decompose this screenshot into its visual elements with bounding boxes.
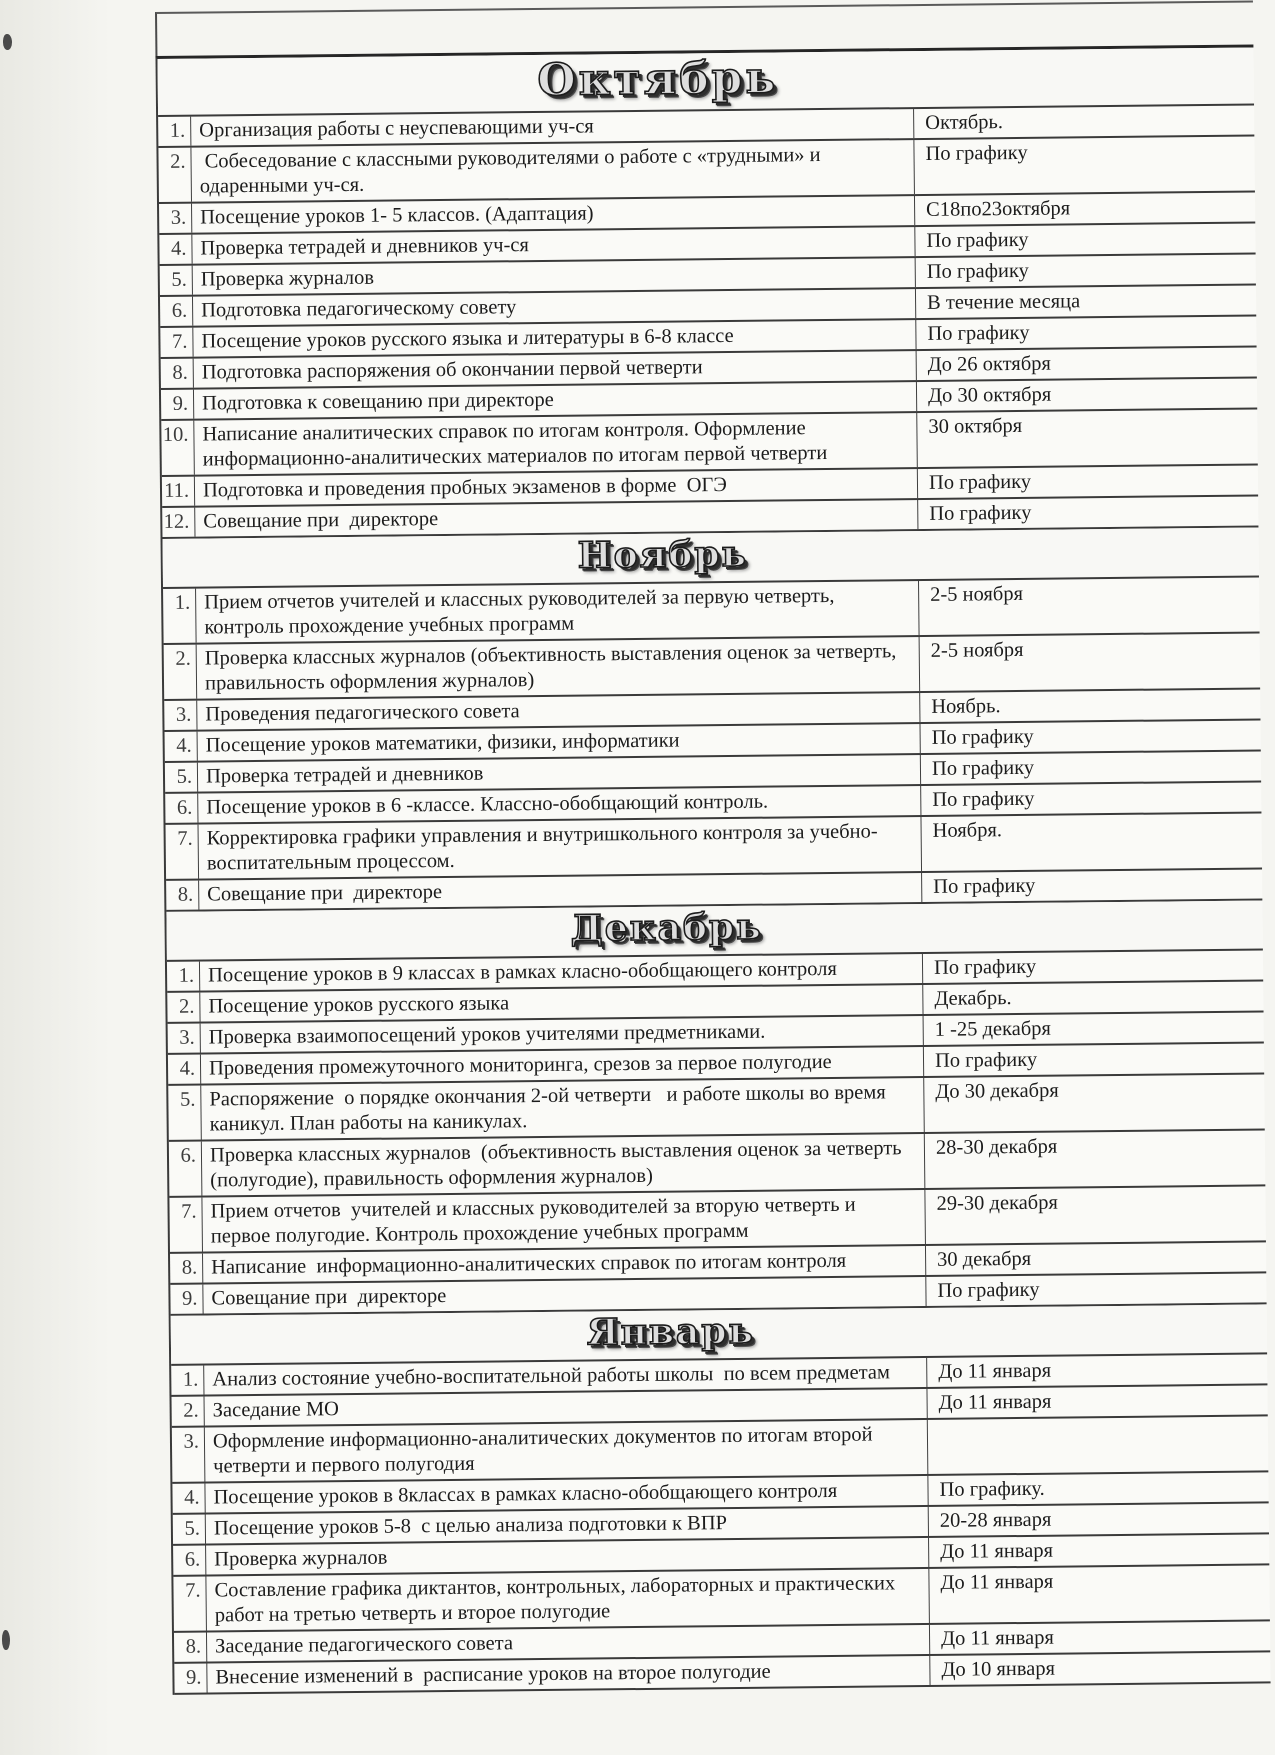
- task-text: Составление графика диктантов, контрольных, лабораторных и практических работ на третью четверть и второе полугодие: [214, 1571, 901, 1627]
- row-number: 2.: [167, 992, 200, 1021]
- task-text: Написание аналитических справок по итогам контроля. Оформление информационно-аналитических материалов по итогам первой четверти: [202, 417, 828, 471]
- task-text: Проверка журналов: [214, 1546, 388, 1571]
- task-text: Собеседование с классными руководителями о работе с «трудными» и одаренными уч-ся.: [199, 144, 826, 198]
- date-text: По графику.: [927, 1472, 1268, 1505]
- task-text: Заседание МО: [212, 1397, 340, 1422]
- month-section: [157, 47, 1258, 539]
- task-text: Проверка журналов: [200, 266, 375, 291]
- task-text: Подготовка распоряжения об окончании первой четверти: [201, 356, 703, 384]
- date-text: 29-30 декабря: [924, 1186, 1266, 1244]
- scan-artifact: [3, 34, 12, 50]
- row-number: 11.: [162, 477, 195, 506]
- date-text: До 26 октября: [916, 348, 1257, 381]
- row-number: 1.: [167, 961, 200, 990]
- date-text: По графику: [913, 137, 1255, 195]
- task-text: Написание информационно-аналитических справок по итогам контроля: [211, 1249, 847, 1279]
- row-number: 10.: [161, 421, 195, 475]
- row-number: 4.: [159, 235, 192, 264]
- task-text: Проверка тетрадей и дневников: [205, 762, 484, 788]
- date-text: По графику: [917, 497, 1258, 530]
- month-section: [171, 1304, 1271, 1694]
- task-text: Проверка классных журналов (объективность выставления оценок за четверть, правильность оформления журналов): [204, 640, 902, 695]
- task-text: Проведения педагогического совета: [205, 700, 520, 726]
- row-number: 6.: [169, 1141, 203, 1195]
- task-text: Прием отчетов учителей и классных руководителей за вторую четверть и первое полугодие. Контроль прохождение учебных программ: [210, 1193, 861, 1248]
- date-text: По графику: [921, 869, 1262, 902]
- date-text: По графику: [915, 317, 1256, 350]
- row-number: 12.: [162, 508, 195, 537]
- date-text: До 11 января: [929, 1621, 1270, 1654]
- row-number: 1.: [171, 1365, 204, 1394]
- task-text: Подготовка и проведения пробных экзаменов в форме ОГЭ: [202, 474, 727, 502]
- row-number: 5.: [165, 763, 198, 792]
- row-number: 6.: [165, 794, 198, 823]
- month-section: [163, 528, 1263, 912]
- date-text: 30 декабря: [925, 1242, 1266, 1275]
- date-text: До 30 октября: [916, 379, 1257, 412]
- task-text: Совещание при директоре: [203, 508, 439, 533]
- row-number: 6.: [160, 297, 193, 326]
- date-text: До 11 января: [928, 1565, 1270, 1623]
- task-text: Проверка классных журналов (объективность выставления оценок за четверть (полугодие), правильность оформления журналов): [209, 1136, 907, 1192]
- row-number: 4.: [165, 732, 198, 761]
- row-number: 7.: [173, 1576, 207, 1630]
- date-text: По графику: [920, 782, 1261, 815]
- task-text: Прием отчетов учителей и классных руководителей за первую четверть, контроль прохождение учебных программ: [204, 584, 840, 639]
- date-text: Ноябрь.: [919, 689, 1260, 722]
- date-text: [927, 1416, 1269, 1474]
- row-number: 3.: [168, 1023, 201, 1052]
- month-section: [166, 900, 1266, 1315]
- row-number: 2.: [171, 1396, 204, 1425]
- date-text: 2-5 ноября: [919, 633, 1261, 691]
- task-text: Подготовка педагогическому совету: [201, 296, 517, 322]
- month-rows: [171, 1354, 1270, 1694]
- row-number: 8.: [174, 1632, 207, 1661]
- row-number: 3.: [164, 701, 197, 730]
- task-text: Посещение уроков в 6 -классе. Классно-обобщающий контроль.: [206, 790, 769, 819]
- row-number: 7.: [169, 1197, 203, 1251]
- row-number: 1.: [158, 117, 191, 146]
- task-text: Внесение изменений в расписание уроков на второе полугодие: [215, 1660, 771, 1689]
- date-text: 20-28 января: [928, 1503, 1269, 1536]
- date-text: По графику: [915, 255, 1256, 288]
- month-rows: [163, 577, 1262, 911]
- row-number: 5.: [168, 1085, 202, 1139]
- document-tilt-wrapper: [155, 1, 1271, 1695]
- scan-artifact: [2, 1630, 10, 1650]
- date-text: 2-5 ноября: [918, 577, 1260, 635]
- task-text: Проверка взаимопосещений уроков учителями предметниками.: [208, 1020, 766, 1049]
- date-text: До 11 января: [928, 1534, 1269, 1567]
- row-number: 9.: [174, 1663, 207, 1692]
- month-rows: [158, 106, 1258, 539]
- task-text: Посещение уроков русского языка и литературы в 6-8 классе: [201, 325, 734, 353]
- date-text: По графику: [917, 466, 1258, 499]
- task-text: Организация работы с неуспевающими уч-ся: [199, 115, 594, 142]
- row-number: 5.: [173, 1514, 206, 1543]
- date-text: С18по23октября: [914, 193, 1255, 226]
- task-text: Посещение уроков математики, физики, информатики: [205, 729, 680, 757]
- row-number: 4.: [168, 1054, 201, 1083]
- date-text: Декабрь.: [922, 981, 1263, 1014]
- row-number: 5.: [160, 266, 193, 295]
- row-number: 2.: [158, 148, 192, 202]
- month-rows: [167, 950, 1267, 1315]
- date-text: По графику: [914, 224, 1255, 257]
- date-text: До 10 января: [929, 1652, 1270, 1685]
- task-text: Совещание при директоре: [207, 881, 443, 906]
- row-number: 8.: [166, 881, 199, 910]
- date-text: По графику: [922, 950, 1263, 983]
- date-text: Октябрь.: [913, 106, 1254, 139]
- date-text: По графику: [919, 720, 1260, 753]
- date-text: 30 октября: [916, 410, 1258, 468]
- task-text: Посещение уроков в 9 классах в рамках класно-обобщающего контроля: [207, 957, 837, 987]
- task-text: Посещение уроков 5-8 с целью анализа подготовки к ВПР: [213, 1511, 728, 1540]
- row-number: 6.: [173, 1545, 206, 1574]
- row-number: 8.: [170, 1253, 203, 1282]
- task-text: Проверка тетрадей и дневников уч-ся: [200, 234, 530, 260]
- date-text: До 11 января: [926, 1354, 1267, 1387]
- work-plan-table: [155, 44, 1270, 1694]
- month-title-text: Ноябрь: [577, 533, 749, 577]
- task-text: Проведения промежуточного мониторинга, срезов за первое полугодие: [208, 1050, 832, 1080]
- month-title-text: Январь: [586, 1309, 756, 1354]
- task-text: Подготовка к совещанию при директоре: [201, 389, 554, 415]
- month-title-text: Октябрь: [537, 52, 779, 106]
- task-text: Оформление информационно-аналитических документов по итогам второй четверти и первого полугодия: [212, 1423, 878, 1478]
- row-number: 1.: [163, 589, 197, 643]
- date-text: По графику: [923, 1043, 1264, 1076]
- row-number: 7.: [160, 328, 193, 357]
- task-text: Посещение уроков русского языка: [208, 992, 510, 1018]
- month-title-text: Декабрь: [570, 905, 763, 950]
- row-number: 8.: [161, 359, 194, 388]
- task-text: Корректировка графики управления и внутришкольного контроля за учебно-воспитательным процессом.: [206, 820, 878, 875]
- row-number: 9.: [170, 1284, 203, 1313]
- row-number: 9.: [161, 390, 194, 419]
- date-text: Ноября.: [920, 813, 1262, 871]
- row-number: 3.: [159, 204, 192, 233]
- date-text: По графику: [920, 751, 1261, 784]
- task-text: Совещание при директоре: [211, 1284, 447, 1310]
- task-text: Посещение уроков в 8классах в рамках класно-обобщающего контроля: [213, 1479, 838, 1509]
- task-text: Анализ состояние учебно-воспитательной работы школы по всем предметам: [212, 1360, 891, 1391]
- date-text: До 30 декабря: [923, 1074, 1265, 1132]
- task-text: Распоряжение о порядке окончания 2-ой четверти и работе школы во время каникул. План работы на каникулах.: [209, 1081, 891, 1136]
- row-number: 7.: [166, 825, 200, 879]
- page-edge-shade: [0, 0, 130, 1755]
- task-text: Заседание педагогического совета: [214, 1631, 514, 1658]
- row-number: 2.: [164, 645, 198, 699]
- date-text: 1 -25 декабря: [923, 1012, 1264, 1045]
- row-number: 4.: [172, 1483, 205, 1512]
- date-text: До 11 января: [926, 1385, 1267, 1418]
- date-text: В течение месяца: [915, 286, 1256, 319]
- date-text: По графику: [925, 1273, 1266, 1306]
- date-text: 28-30 декабря: [924, 1130, 1266, 1188]
- task-text: Посещение уроков 1- 5 классов. (Адаптация): [200, 202, 594, 229]
- row-number: 3.: [172, 1427, 206, 1481]
